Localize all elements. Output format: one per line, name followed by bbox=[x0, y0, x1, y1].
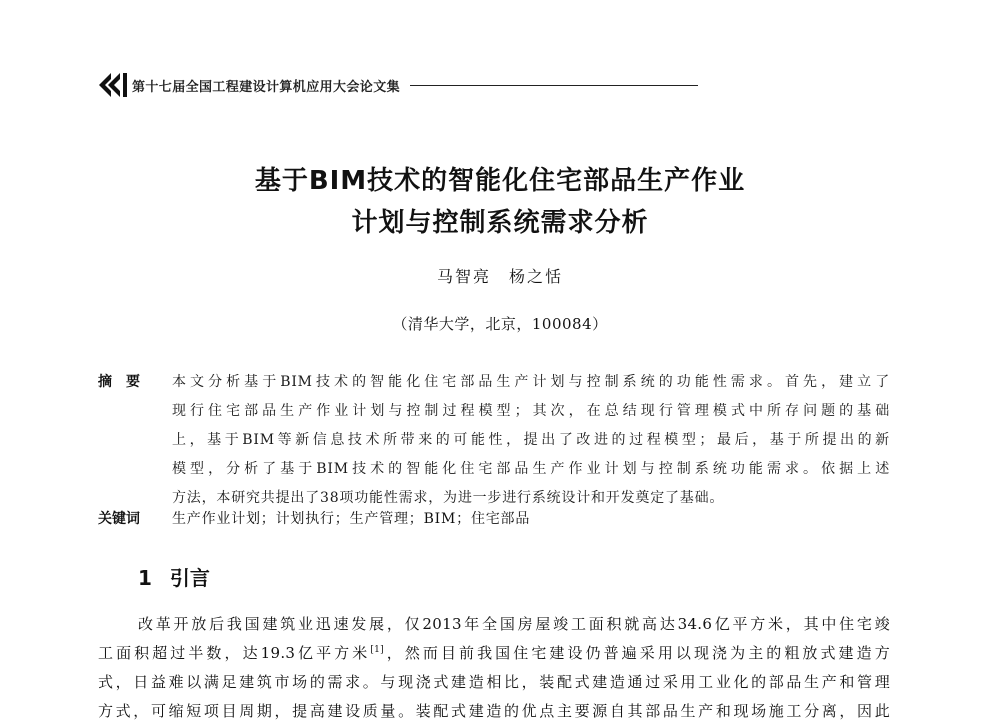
body-text: ，然而目前我国住宅建设仍普遍采用以现浇为主的粗放式建造方 bbox=[383, 644, 890, 662]
keywords-text: 生产作业计划；计划执行；生产管理；BIM；住宅部品 bbox=[172, 511, 531, 527]
abstract-line: 方法，本研究共提出了38项功能性需求，为进一步进行系统设计和开发奠定了基础。 bbox=[172, 490, 725, 506]
keywords bbox=[98, 505, 890, 534]
title-line-2: 计划与控制系统需求分析 bbox=[351, 208, 649, 238]
author-name: 杨之恬 bbox=[509, 267, 564, 286]
body-line: 方式，可缩短项目周期，提高建设质量。装配式建造的优点主要源自其部品生产和现场施工分离，因此 bbox=[98, 702, 890, 720]
section-number: 1 bbox=[138, 566, 152, 590]
running-header bbox=[98, 70, 698, 100]
running-title: 第十七届全国工程建设计算机应用大会论文集 bbox=[132, 79, 401, 95]
citation-ref[interactable]: [1] bbox=[370, 645, 384, 655]
body-line bbox=[98, 639, 890, 668]
body-text: 工面积超过半数，达19.3亿平方米 bbox=[98, 644, 371, 662]
abstract-line: 现行住宅部品生产作业计划与控制过程模型；其次，在总结现行管理模式中所存问题的基础 bbox=[172, 403, 890, 419]
body-line: 改革开放后我国建筑业迅速发展，仅2013年全国房屋竣工面积就高达34.6亿平方米，其中住宅竣 bbox=[138, 615, 890, 633]
keywords-label: 关键词 bbox=[98, 511, 140, 527]
affiliation: （清华大学，北京，100084） bbox=[392, 315, 608, 333]
abstract-line: 上，基于BIM等新信息技术所带来的可能性，提出了改进的过程模型；最后，基于所提出的新 bbox=[172, 432, 890, 448]
section-title: 引言 bbox=[169, 566, 210, 590]
paper-title bbox=[0, 160, 1000, 244]
author-name: 马智亮 bbox=[436, 267, 491, 286]
body-paragraph bbox=[98, 610, 890, 726]
abstract-label: 摘要 bbox=[98, 374, 154, 390]
header-rule bbox=[410, 85, 698, 86]
title-line-1: 基于BIM技术的智能化住宅部品生产作业 bbox=[254, 166, 746, 196]
abstract-text bbox=[172, 368, 890, 513]
authors bbox=[0, 266, 1000, 288]
abstract-line: 本文分析基于BIM技术的智能化住宅部品生产计划与控制系统的功能性需求。首先，建立了 bbox=[172, 374, 890, 390]
body-line: 式，日益难以满足建筑市场的需求。与现浇式建造相比，装配式建造通过采用工业化的部品生产和管理 bbox=[98, 673, 890, 691]
double-chevron-left-icon bbox=[98, 72, 128, 98]
abstract-line: 模型，分析了基于BIM技术的智能化住宅部品生产作业计划与控制系统功能需求。依据上述 bbox=[172, 461, 890, 477]
section-heading bbox=[138, 562, 210, 594]
